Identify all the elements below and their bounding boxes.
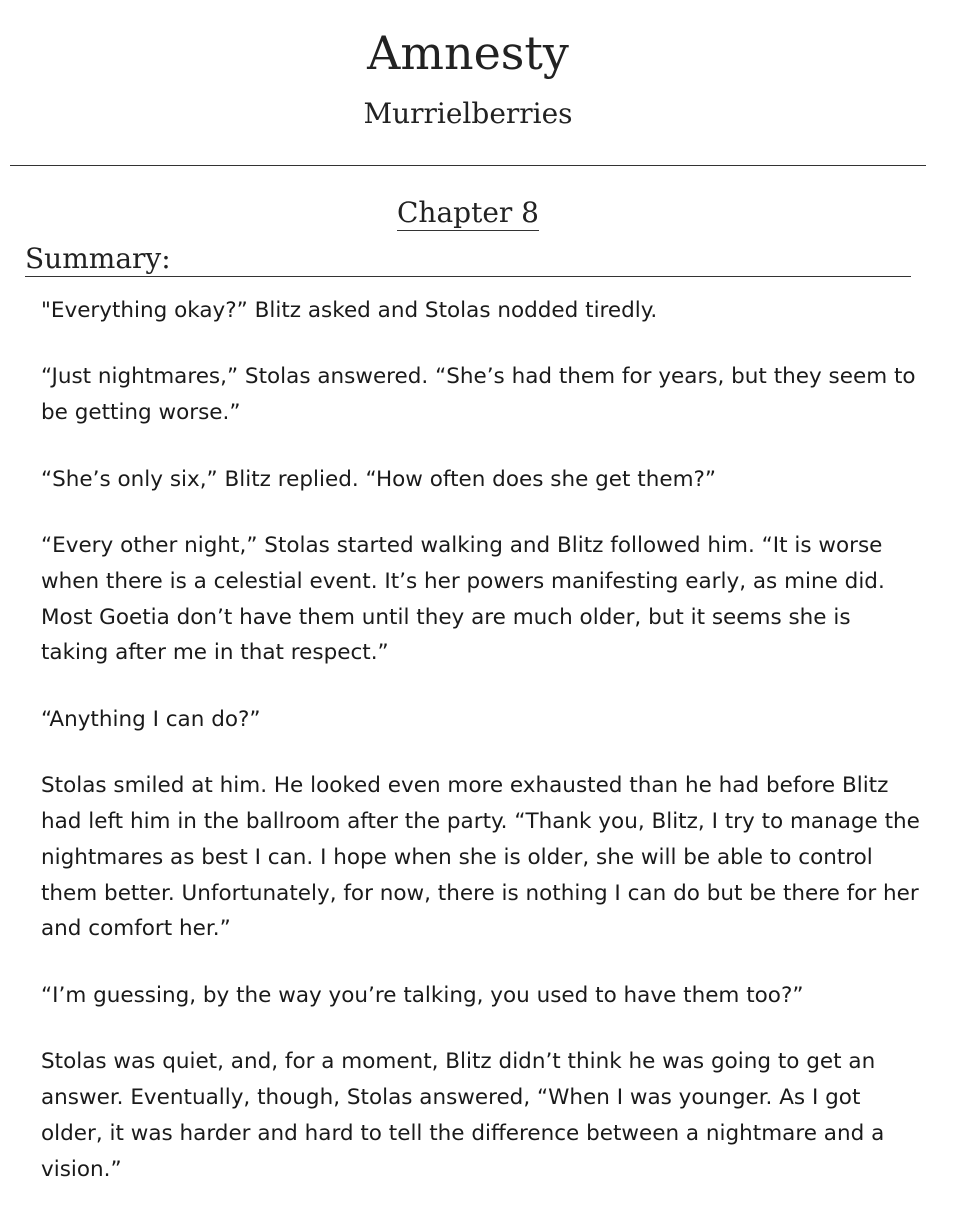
work-title: Amnesty xyxy=(367,26,569,80)
paragraph: “Anything I can do?” xyxy=(41,706,261,732)
chapter-body xyxy=(41,293,921,1218)
paragraph: “She’s only six,” Blitz replied. “How often does she get them?” xyxy=(41,466,717,492)
chapter-title xyxy=(0,194,936,232)
author-name[interactable]: Murrielberries xyxy=(363,97,573,130)
paragraph: "Everything okay?” Blitz asked and Stolas nodded tiredly. xyxy=(41,298,658,323)
paragraph: “I’m guessing, by the way you’re talking, you used to have them too?” xyxy=(41,982,804,1008)
paragraph: “Just nightmares,” Stolas answered. “She’s had them for years, but they seem to be getting worse.” xyxy=(41,364,916,426)
paragraph: Stolas was quiet, and, for a moment, Blitz didn’t think he was going to get an answer. Eventually, though, Stolas answered, “When I was younger. As I got older, it was harder and hard to tell the difference between a nightmare and a vision.” xyxy=(41,1049,885,1182)
header-divider xyxy=(10,165,926,166)
paragraph: Stolas smiled at him. He looked even more exhausted than he had before Blitz had left him in the ballroom after the party. “Thank you, Blitz, I try to manage the nightmares as best I can. I hope when she is older, she will be able to control them better. Unfortunately, for now, there is nothing I can do but be there for her and comfort her.” xyxy=(41,773,920,942)
chapter-title-text: Chapter 8 xyxy=(397,196,539,229)
summary-heading: Summary: xyxy=(25,242,911,277)
paragraph: “Every other night,” Stolas started walking and Blitz followed him. “It is worse when there is a celestial event. It’s her powers manifesting early, as mine did. Most Goetia don’t have them until they are much older, but it seems she is taking after me in that respect.” xyxy=(41,532,885,666)
